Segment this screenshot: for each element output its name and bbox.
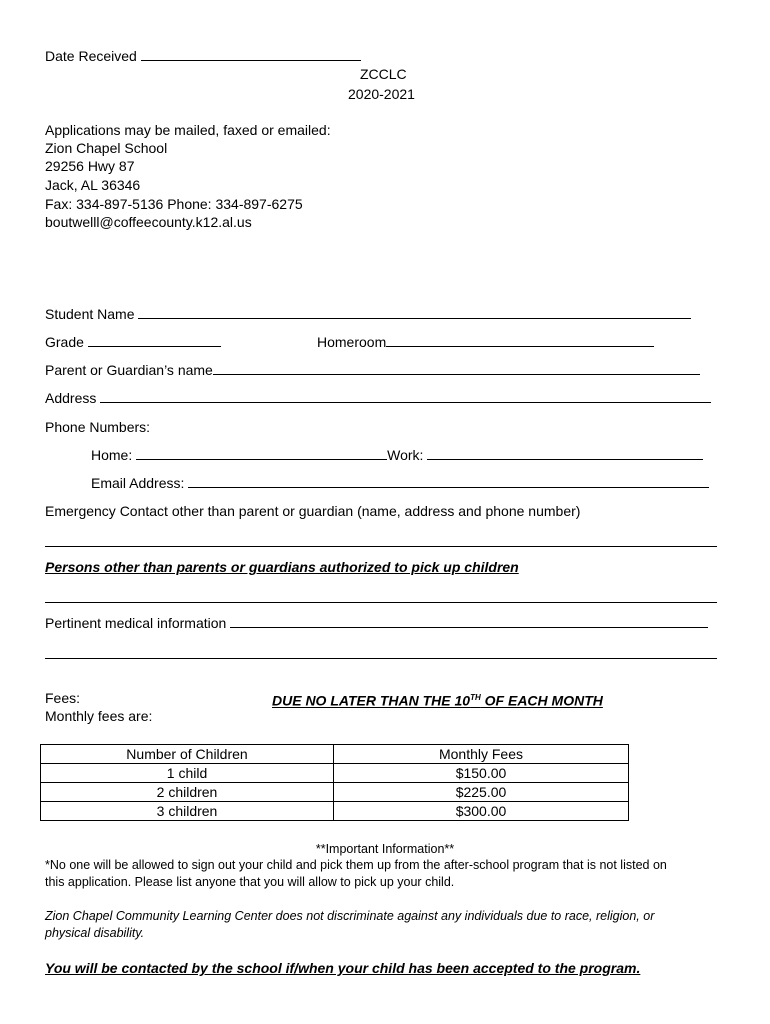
contact-email: boutwelll@coffeecounty.k12.al.us — [45, 214, 252, 230]
important-info-heading: **Important Information** — [315, 842, 455, 856]
address-line[interactable] — [100, 389, 711, 403]
phone-numbers-label: Phone Numbers: — [45, 419, 151, 435]
home-phone-field[interactable] — [91, 446, 703, 464]
nondiscrimination-line-1: Zion Chapel Community Learning Center does not discriminate against any individuals due to race, religion, or — [45, 909, 655, 923]
fee-cell: $150.00 — [334, 764, 629, 783]
emergency-contact-line[interactable] — [45, 546, 717, 547]
student-name-line[interactable] — [138, 305, 691, 319]
fees-due-notice — [272, 689, 603, 710]
date-received-label: Date Received — [45, 48, 137, 64]
home-phone-line[interactable] — [136, 446, 387, 460]
medical-line[interactable] — [230, 614, 708, 628]
date-received-field[interactable] — [45, 47, 361, 65]
fees-table — [40, 744, 629, 821]
email-line[interactable] — [188, 474, 709, 488]
parent-field[interactable] — [45, 361, 700, 379]
home-phone-label: Home: — [91, 447, 133, 463]
school-city: Jack, AL 36346 — [45, 177, 141, 193]
work-phone-line[interactable] — [427, 446, 703, 460]
school-year: 2020-2021 — [348, 86, 415, 102]
homeroom-label: Homeroom — [317, 334, 387, 350]
grade-field[interactable] — [45, 333, 221, 351]
important-info-line-1: *No one will be allowed to sign out your child and pick them up from the after-school program that is not listed on — [45, 858, 667, 872]
table-row — [41, 764, 629, 783]
parent-line[interactable] — [213, 361, 700, 375]
student-name-label: Student Name — [45, 306, 135, 322]
homeroom-line[interactable] — [386, 333, 654, 347]
children-count-cell: 2 children — [41, 783, 334, 802]
table-row — [41, 802, 629, 821]
school-name: Zion Chapel School — [45, 140, 168, 156]
col-number-of-children: Number of Children — [41, 745, 334, 764]
fax-phone: Fax: 334-897-5136 Phone: 334-897-6275 — [45, 196, 303, 212]
fee-cell: $300.00 — [334, 802, 629, 821]
children-count-cell: 3 children — [41, 802, 334, 821]
nondiscrimination-line-2: physical disability. — [45, 926, 145, 940]
children-count-cell: 1 child — [41, 764, 334, 783]
monthly-fees-label: Monthly fees are: — [45, 708, 153, 724]
acceptance-notice: You will be contacted by the school if/when your child has been accepted to the program. — [45, 960, 641, 976]
fees-table-header — [41, 745, 629, 764]
address-label: Address — [45, 390, 97, 406]
important-info-line-2: this application. Please list anyone that you will allow to pick up your child. — [45, 875, 455, 889]
fee-cell: $225.00 — [334, 783, 629, 802]
address-field[interactable] — [45, 389, 711, 407]
school-street: 29256 Hwy 87 — [45, 158, 135, 174]
parent-label: Parent or Guardian’s name — [45, 362, 213, 378]
due-sup: TH — [470, 693, 481, 702]
homeroom-field[interactable] — [317, 333, 654, 351]
fees-label: Fees: — [45, 690, 81, 706]
contact-intro: Applications may be mailed, faxed or emailed: — [45, 122, 331, 138]
emergency-contact-label: Emergency Contact other than parent or guardian (name, address and phone number) — [45, 503, 581, 519]
work-phone-label: Work: — [387, 447, 424, 463]
due-suffix: OF EACH MONTH — [480, 692, 603, 709]
date-received-line[interactable] — [141, 47, 361, 61]
student-name-field[interactable] — [45, 305, 691, 323]
col-monthly-fees: Monthly Fees — [334, 745, 629, 764]
grade-label: Grade — [45, 334, 84, 350]
authorized-pickup-heading: Persons other than parents or guardians authorized to pick up children — [45, 559, 519, 575]
table-row — [41, 783, 629, 802]
org-name: ZCCLC — [360, 66, 407, 82]
grade-line[interactable] — [88, 333, 221, 347]
medical-line-2[interactable] — [45, 658, 717, 659]
medical-field[interactable] — [45, 614, 708, 632]
authorized-pickup-line[interactable] — [45, 602, 717, 603]
email-field[interactable] — [91, 474, 709, 492]
due-prefix: DUE NO LATER THAN THE 10 — [272, 692, 471, 709]
medical-label: Pertinent medical information — [45, 615, 227, 631]
email-label: Email Address: — [91, 475, 185, 491]
